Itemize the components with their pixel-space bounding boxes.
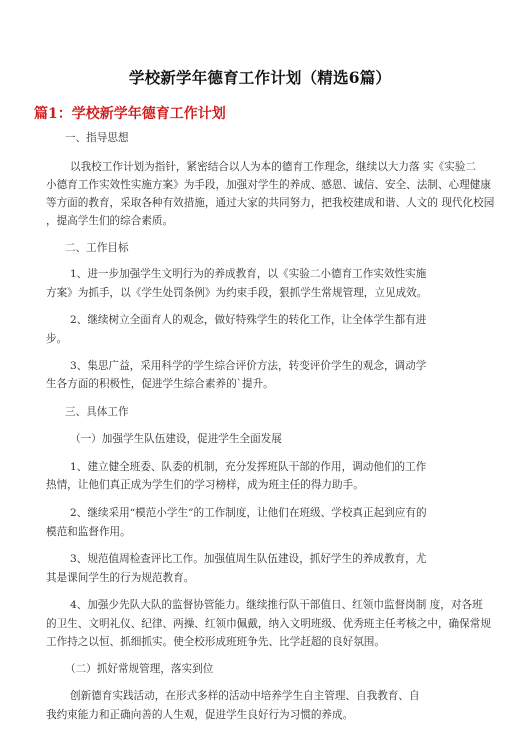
paragraph-line: 生各方面的积极性，促进学生综合素养的`提升。 [46, 378, 274, 390]
paragraph-line: 4、加强少先队大队的监督协管能力。继续推行队干部值日、红领巾监督岗制 度，对各班 [70, 599, 483, 611]
paragraph-line: 我约束能力和正确向善的人生观，促进学生良好行为习惯的养成。 [46, 709, 354, 721]
paragraph-line: 3、集思广益，采用科学的学生综合评价方法，转变评价学生的观念，调动学 [70, 360, 427, 372]
paragraph-line: 的卫生、文明礼仪、纪律、两操、红领巾佩戴，纳入文明班级、优秀班主任考核之中，确保常规 [46, 618, 491, 630]
paragraph-line: 热情，让他们真正成为学生们的学习榜样，成为班主任的得力助手。 [46, 479, 364, 491]
paragraph-line: 步。 [46, 333, 68, 345]
paragraph-line: 创新德育实践活动，在形式多样的活动中培养学生自主管理、自我教育、自 [70, 690, 420, 702]
paragraph-line: 等方面的教育，采取各种有效措施，通过大家的共同努力，把我校建成和谐、人文的 现代化校园 [46, 197, 495, 209]
paragraph-line: 工作持之以恒、抓细抓实。使全校形成班班争先、比学赶超的良好氛围。 [46, 636, 385, 648]
paragraph-line: ，提高学生们的综合素质。 [46, 215, 174, 227]
paragraph-line: 1、建立健全班委、队委的机制，充分发挥班队干部的作用，调动他们的工作 [70, 461, 427, 473]
heading-guiding-ideology: 一、指导思想 [65, 132, 129, 144]
document-title: 学校新学年德育工作计划（精选6篇） [128, 68, 392, 87]
paragraph-line: 其是课间学生的行为规范教育。 [46, 572, 195, 584]
subheading-routine-management: （二）抓好常规管理，落实到位 [65, 663, 214, 675]
subheading-team-building: （一）加强学生队伍建设，促进学生全面发展 [70, 433, 282, 445]
paragraph-line: 3、规范值周检查评比工作。加强值周生队伍建设，抓好学生的养成教育，尤 [70, 553, 427, 565]
paragraph-line: 1、进一步加强学生文明行为的养成教育，以《实验二小德育工作实效性实施 [70, 268, 427, 280]
paragraph-line: 模范和监督作用。 [46, 526, 131, 538]
paragraph-line: 2、继续树立全面育人的观念，做好特殊学生的转化工作，让全体学生都有进 [70, 314, 427, 326]
paragraph-line: 以我校工作计划为指针，紧密结合以人为本的德育工作理念，继续以大力落 实《实验二 [70, 161, 476, 173]
paragraph-line: 方案》为抓手，以《学生处罚条例》为约束手段，狠抓学生常规管理，立见成效。 [46, 287, 428, 299]
paragraph-line: 2、继续采用“模范小学生”的工作制度，让他们在班级、学校真正起到应有的 [70, 507, 427, 519]
heading-specific-work: 三、具体工作 [65, 406, 129, 418]
paragraph-line: 小德育工作实效性实施方案》为手段，加强对学生的养成、感恩、诚信、安全、法制、心理健康 [46, 179, 491, 191]
heading-work-goals: 二、工作目标 [65, 242, 129, 254]
section-title: 篇1：学校新学年德育工作计划 [34, 106, 226, 122]
